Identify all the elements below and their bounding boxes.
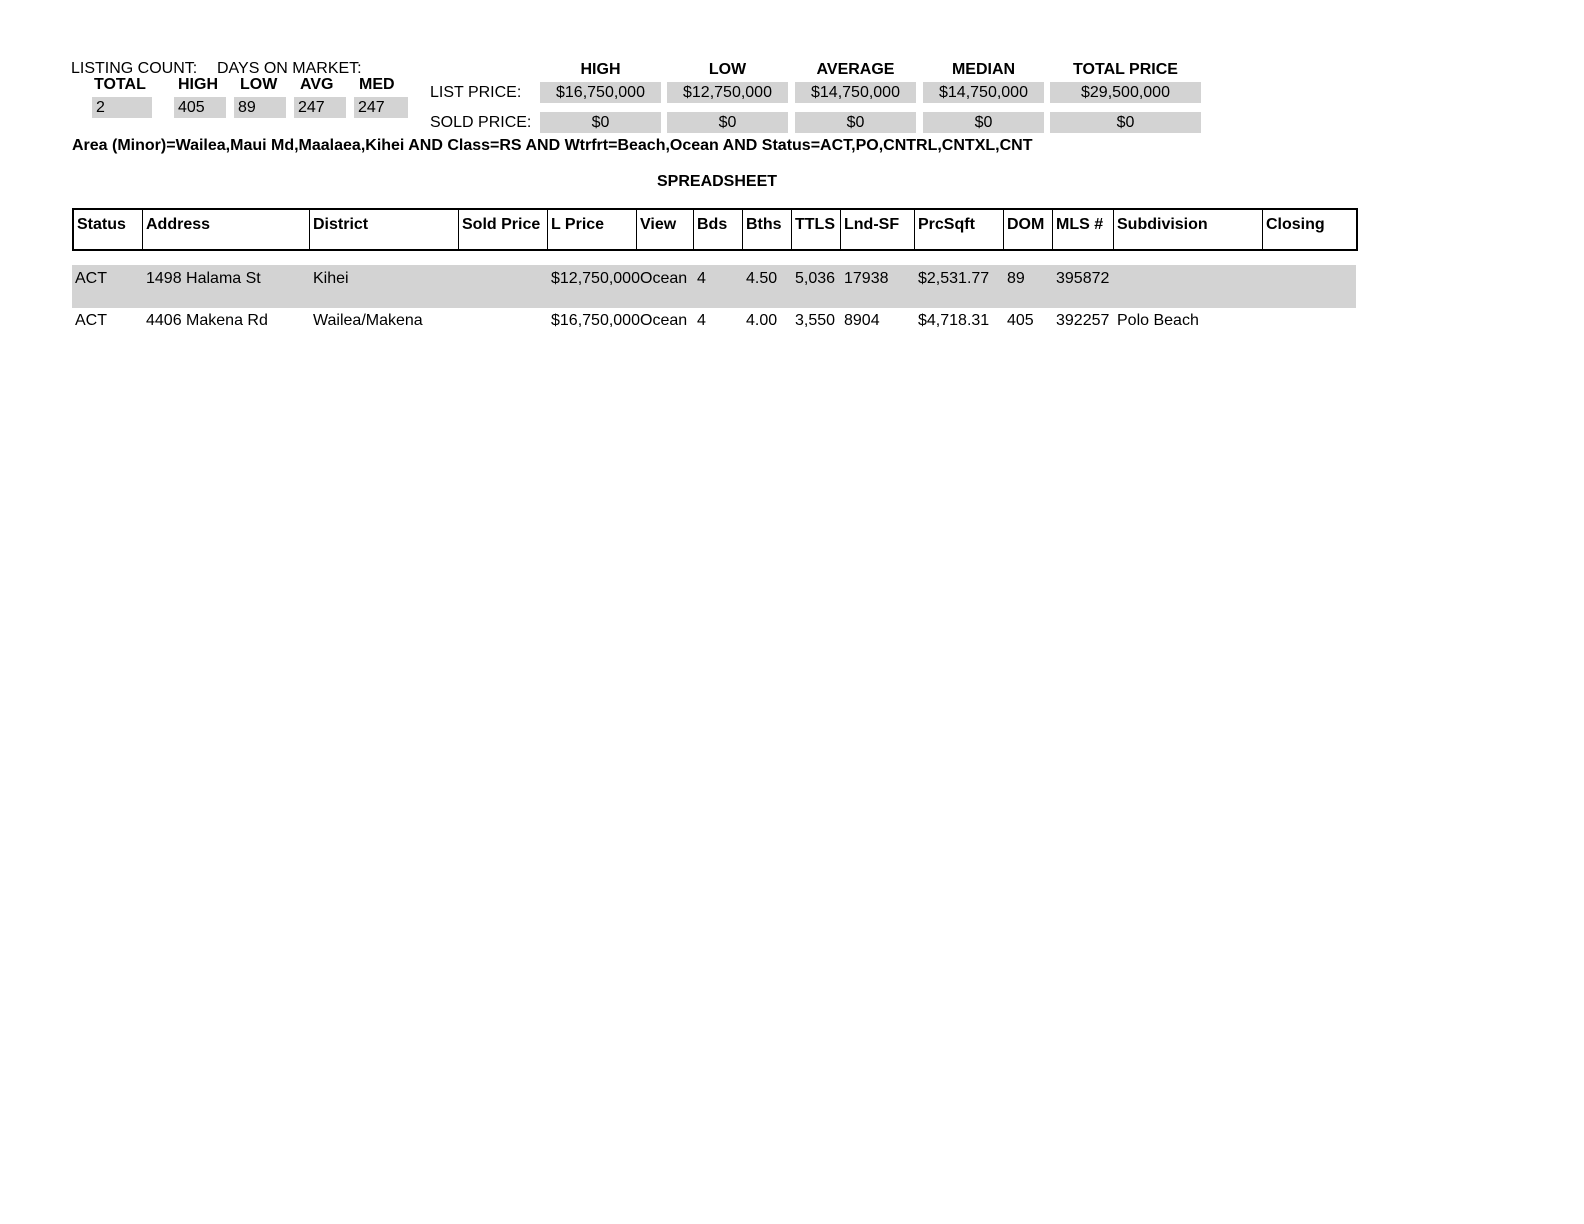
list-price-median: $14,750,000	[923, 82, 1044, 103]
dom-med-header: MED	[359, 76, 395, 93]
price-median-header: MEDIAN	[951, 61, 1016, 78]
col-dom: DOM	[1007, 216, 1045, 233]
col-prcsqft: PrcSqft	[918, 216, 975, 233]
col-bds: Bds	[697, 216, 728, 233]
row-district: Wailea/Makena	[313, 312, 423, 329]
total-header: TOTAL	[94, 76, 146, 93]
row-dom: 405	[1007, 312, 1034, 329]
dom-avg-header: AVG	[300, 76, 334, 93]
row-dom: 89	[1007, 270, 1025, 287]
dom-low-value: 89	[234, 97, 286, 118]
row-view: Ocean	[640, 312, 688, 329]
list-price-average: $14,750,000	[795, 82, 916, 103]
col-lnd-sf: Lnd-SF	[844, 216, 900, 233]
list-price-total: $29,500,000	[1050, 82, 1201, 103]
dom-high-value: 405	[174, 97, 226, 118]
sold-price-label: SOLD PRICE:	[430, 114, 532, 131]
col-subdivision: Subdivision	[1117, 216, 1208, 233]
total-count-value: 2	[92, 97, 152, 118]
dom-high-header: HIGH	[178, 76, 218, 93]
row-l-price: $16,750,000	[551, 312, 640, 329]
row-mls: 395872	[1056, 270, 1110, 287]
row-bths: 4.00	[746, 312, 778, 329]
price-average-header: AVERAGE	[816, 61, 895, 78]
price-high-header: HIGH	[580, 61, 621, 78]
table-row	[72, 265, 1356, 308]
row-bds: 4	[697, 270, 706, 287]
col-ttls: TTLS	[795, 216, 835, 233]
dom-avg-value: 247	[294, 97, 346, 118]
col-bths: Bths	[746, 216, 782, 233]
row-l-price: $12,750,000	[551, 270, 640, 287]
spreadsheet-title: SPREADSHEET	[657, 173, 778, 190]
list-price-high: $16,750,000	[540, 82, 661, 103]
list-price-low: $12,750,000	[667, 82, 788, 103]
price-low-header: LOW	[708, 61, 747, 78]
search-criteria: Area (Minor)=Wailea,Maui Md,Maalaea,Kihei AND Class=RS AND Wtrfrt=Beach,Ocean AND Status=ACT,PO,CNTRL,CNTXL,CNT	[72, 137, 1033, 154]
listing-count-label: LISTING COUNT:	[71, 60, 198, 77]
row-district: Kihei	[313, 270, 349, 287]
row-ttls: 3,550	[795, 312, 836, 329]
row-status: ACT	[75, 270, 107, 287]
col-l-price: L Price	[551, 216, 605, 233]
row-view: Ocean	[640, 270, 688, 287]
sold-price-median: $0	[923, 112, 1044, 133]
days-on-market-label: DAYS ON MARKET:	[217, 60, 362, 77]
col-closing: Closing	[1266, 216, 1325, 233]
row-subdivision: Polo Beach	[1117, 312, 1199, 329]
row-lnd-sf: 17938	[844, 270, 889, 287]
sold-price-total: $0	[1050, 112, 1201, 133]
row-bds: 4	[697, 312, 706, 329]
sold-price-low: $0	[667, 112, 788, 133]
sold-price-average: $0	[795, 112, 916, 133]
col-sold-price: Sold Price	[462, 216, 541, 233]
row-prcsqft: $4,718.31	[918, 312, 990, 329]
row-mls: 392257	[1056, 312, 1110, 329]
row-prcsqft: $2,531.77	[918, 270, 990, 287]
col-status: Status	[77, 216, 126, 233]
row-address: 1498 Halama St	[146, 270, 261, 287]
row-ttls: 5,036	[795, 270, 836, 287]
price-total-header: TOTAL PRICE	[1073, 61, 1178, 78]
col-address: Address	[146, 216, 211, 233]
row-lnd-sf: 8904	[844, 312, 880, 329]
table-row	[72, 308, 1356, 351]
row-address: 4406 Makena Rd	[146, 312, 268, 329]
col-district: District	[313, 216, 369, 233]
col-view: View	[640, 216, 677, 233]
sold-price-high: $0	[540, 112, 661, 133]
dom-med-value: 247	[354, 97, 408, 118]
row-bths: 4.50	[746, 270, 778, 287]
row-status: ACT	[75, 312, 107, 329]
list-price-label: LIST PRICE:	[430, 84, 522, 101]
col-mls: MLS #	[1056, 216, 1104, 233]
dom-low-header: LOW	[240, 76, 278, 93]
spreadsheet-header	[72, 208, 1358, 251]
